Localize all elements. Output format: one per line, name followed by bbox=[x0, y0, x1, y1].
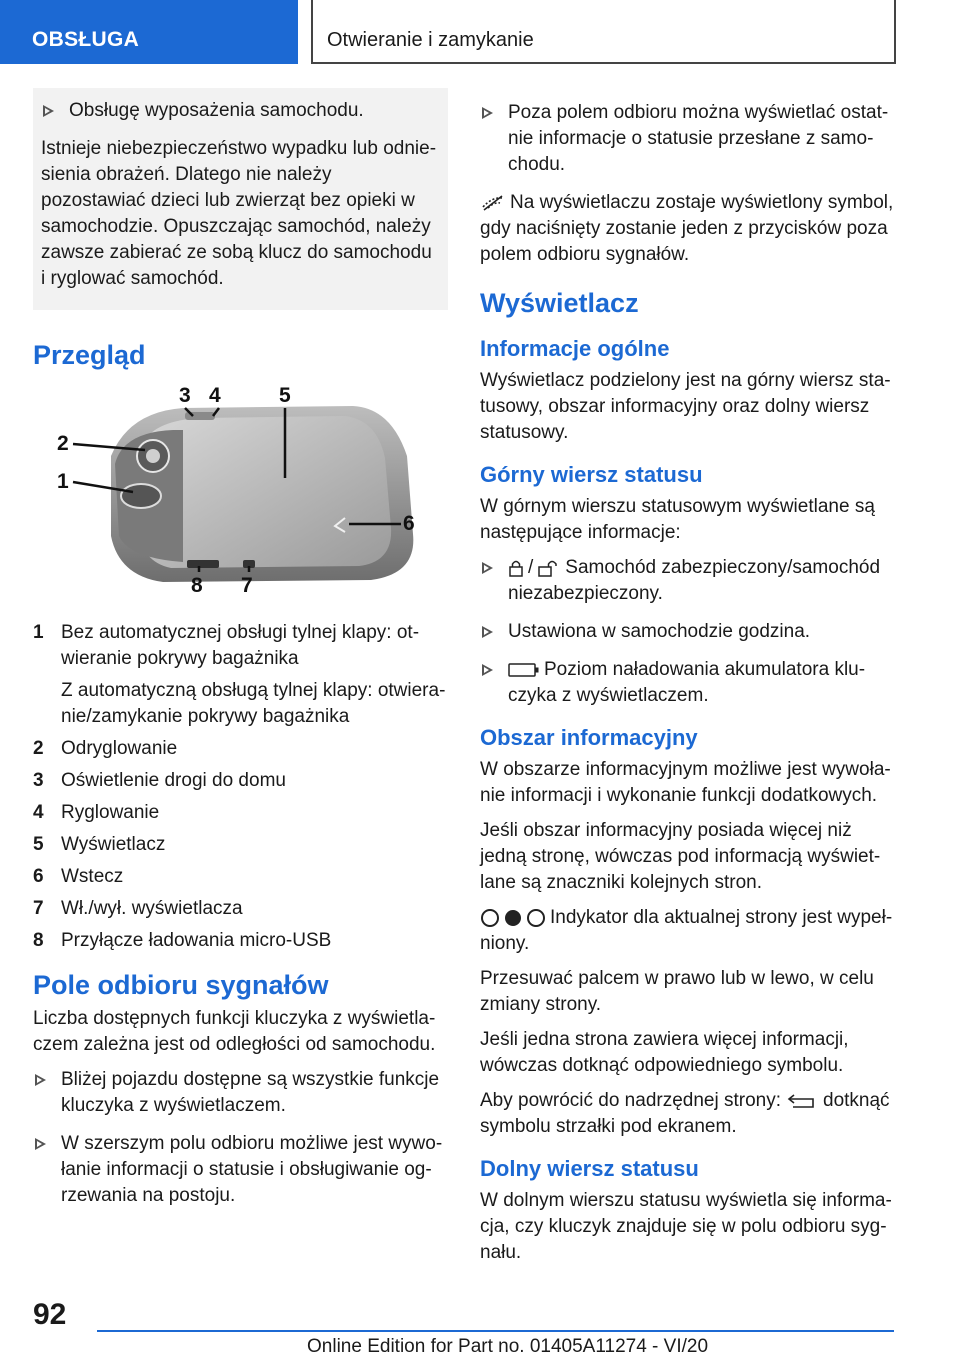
list-item: Obsługę wyposażenia samochodu. bbox=[41, 98, 440, 124]
figure-label: 5 bbox=[279, 386, 291, 407]
display-heading: Wyświetlacz bbox=[480, 288, 639, 318]
list-item: 6 Wstecz bbox=[33, 866, 124, 887]
info-text-4: Przesuwać palcem w prawo lub w lewo, w celu zmiany strony. bbox=[480, 968, 874, 1015]
triangle-bullet-icon bbox=[482, 107, 493, 119]
general-heading: Informacje ogólne bbox=[480, 336, 670, 361]
left-column bbox=[33, 88, 448, 1221]
list-item: 1 Bez automatycznej obsługi tylnej klapy: otwieranie pokrywy bagażnika Z automatyczną obsługą tylnej klapy: otwieranie/zamykanie pokrywy bagażnika bbox=[33, 622, 446, 727]
lock-closed-icon bbox=[508, 559, 524, 577]
triangle-bullet-icon bbox=[482, 562, 493, 574]
page-indicator-icon bbox=[480, 908, 546, 928]
overview-heading: Przegląd bbox=[33, 340, 146, 370]
info-text-5: Jeśli jedna strona zawiera więcej informacji, wówczas dotknąć odpowiedniego symbolu. bbox=[480, 1029, 849, 1076]
info-area-heading: Obszar informacyjny bbox=[480, 725, 698, 750]
triangle-bullet-icon bbox=[35, 1074, 46, 1086]
lock-open-icon bbox=[537, 559, 561, 577]
section-tab bbox=[0, 0, 298, 64]
info-text-6: Aby powrócić do nadrzędnej strony: dotknąć symbolu strzałki pod ekranem. bbox=[480, 1090, 890, 1137]
figure-label: 1 bbox=[57, 470, 69, 493]
bottom-status-heading: Dolny wiersz statusu bbox=[480, 1156, 699, 1181]
list-item: Poziom naładowania akumulatora kluczyka z wyświetlaczem. bbox=[480, 657, 895, 709]
triangle-bullet-icon bbox=[482, 664, 493, 676]
list-item: 5 Wyświetlacz bbox=[33, 834, 166, 855]
top-status-heading: Górny wiersz statusu bbox=[480, 462, 703, 487]
section-label: OBSŁUGA bbox=[32, 28, 140, 51]
list-item: W szerszym polu odbioru możliwe jest wywołanie informacji o statusie i obsługiwanie ogrzewania na postoju. bbox=[33, 1131, 448, 1209]
triangle-bullet-icon bbox=[35, 1138, 46, 1150]
chapter-title-box bbox=[311, 0, 896, 64]
figure-label: 8 bbox=[191, 574, 203, 597]
list-item: 7 Wł./wył. wyświetlacza bbox=[33, 898, 243, 919]
list-item: / Samochód zabezpieczony/samochód niezabezpieczony. bbox=[480, 555, 895, 607]
triangle-bullet-icon bbox=[43, 105, 54, 117]
right-column bbox=[480, 100, 895, 1275]
list-item: 8 Przyłącze ładowania micro-USB bbox=[33, 930, 332, 951]
footer-divider bbox=[97, 1330, 894, 1332]
page-number: 92 bbox=[33, 1298, 67, 1331]
info-text-1: W obszarze informacyjnym możliwe jest wywołanie informacji i wykonanie funkcji dodatkowych. bbox=[480, 759, 891, 806]
info-text-3: Indykator dla aktualnej strony jest wypełniony. bbox=[480, 907, 893, 954]
trunk-button bbox=[121, 484, 161, 508]
no-signal-icon bbox=[480, 195, 506, 211]
top-status-intro: W górnym wierszu statusowym wyświetlane są następujące informacje: bbox=[480, 496, 875, 543]
figure-label: 6 bbox=[403, 512, 415, 535]
list-item: 2 Odryglowanie bbox=[33, 738, 178, 759]
reception-intro: Liczba dostępnych funkcji kluczyka z wyświetlaczem zależna jest od odległości od samochodu. bbox=[33, 1008, 436, 1055]
key-illustration bbox=[33, 386, 448, 598]
edition-text: Online Edition for Part no. 01405A11274 - VI/20 bbox=[307, 1336, 709, 1357]
list-item: 4 Ryglowanie bbox=[33, 802, 160, 823]
list-item: 3 Oświetlenie drogi do domu bbox=[33, 770, 286, 791]
info-text-2: Jeśli obszar informacyjny posiada więcej niż jedną stronę, wówczas pod informacją wyświetlane są znaczniki kolejnych stron. bbox=[480, 820, 881, 893]
back-arrow-icon bbox=[785, 1092, 819, 1110]
list-item: Bliżej pojazdu dostępne są wszystkie funkcje kluczyka z wyświetlaczem. bbox=[33, 1067, 448, 1119]
outside-symbol-text: Na wyświetlaczu zostaje wyświetlony symbol, gdy naciśnięty zostanie jeden z przycisków poza polem odbioru sygnałów. bbox=[480, 192, 894, 265]
bottom-status-text: W dolnym wierszu statusu wyświetla się informacja, czy kluczyk znajduje się w polu odbioru sygnału. bbox=[480, 1190, 892, 1263]
figure-label: 2 bbox=[57, 432, 69, 455]
list-item: Poza polem odbioru można wyświetlać ostatnie informacje o statusie przesłane z samochodu. bbox=[480, 100, 895, 178]
general-text: Wyświetlacz podzielony jest na górny wiersz statusowy, obszar informacyjny oraz dolny wiersz statusowy. bbox=[480, 370, 891, 443]
warning-box bbox=[33, 88, 448, 310]
figure-label: 4 bbox=[209, 386, 221, 407]
legend-list bbox=[33, 620, 448, 954]
chapter-title: Otwieranie i zamykanie bbox=[327, 29, 534, 51]
warning-text: Istnieje niebezpieczeństwo wypadku lub odniesienia obrażeń. Dlatego nie należy pozostawiać dzieci lub zwierząt bez opieki w samochodzie. Opuszczając samochód, należy zawsze zabierać ze sobą klucz do samochodu i ryglować samochód. bbox=[41, 138, 437, 289]
usb-port bbox=[187, 560, 219, 568]
figure-label: 7 bbox=[241, 574, 253, 597]
battery-icon bbox=[508, 663, 540, 677]
triangle-bullet-icon bbox=[482, 626, 493, 638]
reception-heading: Pole odbioru sygnałów bbox=[33, 970, 329, 1000]
figure-label: 3 bbox=[179, 386, 191, 407]
list-item: Ustawiona w samochodzie godzina. bbox=[480, 619, 895, 645]
